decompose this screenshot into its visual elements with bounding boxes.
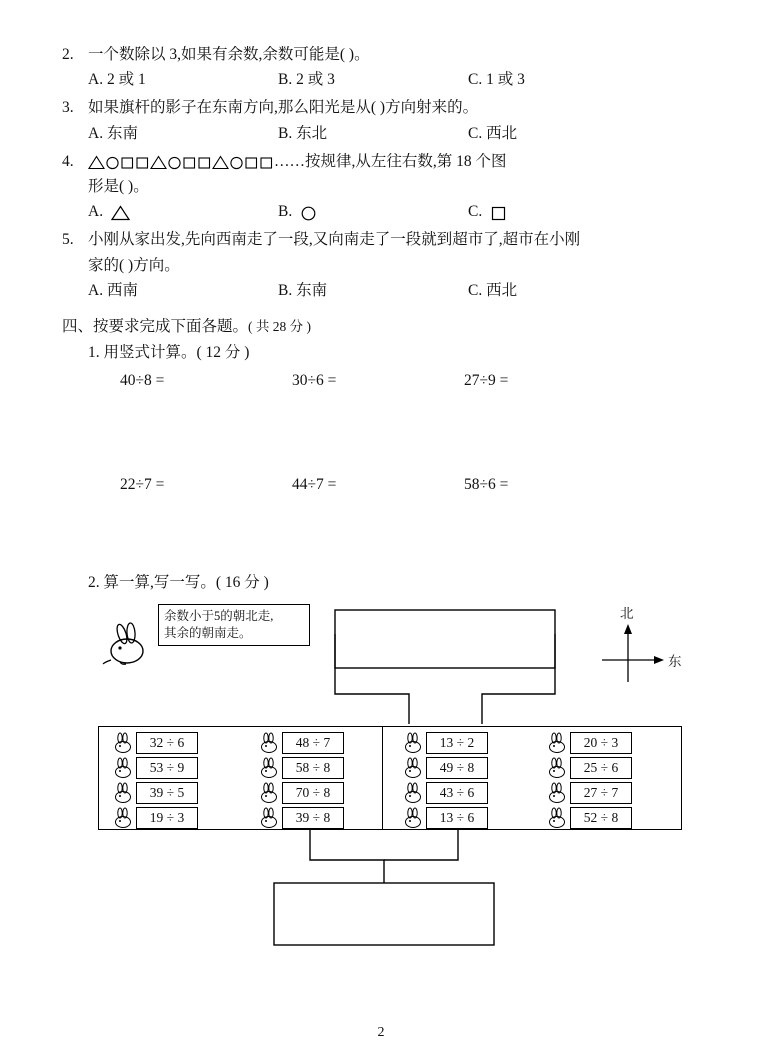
question-5-option-b[interactable]: B. 东南 <box>278 281 328 299</box>
section-score: ( 共 28 分 ) <box>248 319 312 335</box>
question-3-option-a[interactable]: A. 东南 <box>88 124 138 142</box>
rule-callout <box>158 604 310 646</box>
question-4-text-line2: 形是( )。 <box>88 178 149 196</box>
square-icon <box>259 155 274 170</box>
rabbit-icon <box>258 732 280 754</box>
expression-box: 53 ÷ 9 <box>136 757 198 779</box>
expression-58-6: 58÷6 = <box>464 476 509 494</box>
expression-30-6: 30÷6 = <box>292 372 337 390</box>
question-3-option-c[interactable]: C. 西北 <box>468 124 518 142</box>
rule-line-1: 余数小于5的朝北走, <box>164 609 274 624</box>
subquestion-1-title: 用竖式计算。( 12 分 ) <box>103 344 250 362</box>
subquestion-2-title: 算一算,写一写。( 16 分 ) <box>103 574 269 592</box>
section-title: 四、按要求完成下面各题。 <box>62 318 249 336</box>
expression-box: 48 ÷ 7 <box>282 732 344 754</box>
page-number: 2 <box>377 1025 385 1040</box>
expression-box: 43 ÷ 6 <box>426 782 488 804</box>
subquestion-1 <box>62 340 702 362</box>
expression-box: 70 ÷ 8 <box>282 782 344 804</box>
question-4-number: 4. <box>62 152 74 170</box>
rabbit-icon <box>402 807 424 829</box>
question-5 <box>62 227 702 304</box>
question-2-option-b[interactable]: B. 2 或 3 <box>278 71 335 89</box>
expression-box: 58 ÷ 8 <box>282 757 344 779</box>
question-5-number: 5. <box>62 231 74 249</box>
triangle-icon <box>111 205 130 221</box>
question-5-text: 小刚从家出发,先向西南走了一段,又向南走了一段就到超市了,超市在小刚 <box>88 231 581 249</box>
compass-north-label: 北 <box>620 606 634 622</box>
expression-box: 32 ÷ 6 <box>136 732 198 754</box>
question-4-option-b[interactable]: B. <box>278 199 468 225</box>
compass-east-label: 东 <box>668 654 682 670</box>
triangle-icon <box>150 155 167 170</box>
expression-box: 13 ÷ 6 <box>426 807 488 829</box>
expression-44-7: 44÷7 = <box>292 476 337 494</box>
rabbit-icon <box>258 757 280 779</box>
rabbit-icon <box>112 807 134 829</box>
expression-box: 20 ÷ 3 <box>570 732 632 754</box>
subquestion-1-number: 1. <box>88 344 100 362</box>
expression-box: 25 ÷ 6 <box>570 757 632 779</box>
question-5-option-a[interactable]: A. 西南 <box>88 281 138 299</box>
rabbit-icon <box>402 732 424 754</box>
question-3-option-b[interactable]: B. 东北 <box>278 124 328 142</box>
question-2-text: 一个数除以 3,如果有余数,余数可能是( )。 <box>88 46 370 63</box>
vertical-calc-row-1 <box>62 372 702 390</box>
triangle-icon <box>212 155 229 170</box>
square-icon <box>135 155 150 170</box>
rabbit-icon <box>546 757 568 779</box>
work-space-2 <box>62 494 702 566</box>
question-2-number: 2. <box>62 46 74 63</box>
expression-box: 39 ÷ 5 <box>136 782 198 804</box>
subquestion-2-number: 2. <box>88 574 100 592</box>
rabbit-icon <box>100 620 156 666</box>
expression-box: 39 ÷ 8 <box>282 807 344 829</box>
question-2 <box>62 42 702 93</box>
question-2-option-c[interactable]: C. 1 或 3 <box>468 71 525 89</box>
question-4-text: ……按规律,从左往右数,第 18 个图 <box>274 152 507 170</box>
square-icon <box>120 155 135 170</box>
rule-line-2: 其余的朝南走。 <box>164 625 252 640</box>
vertical-calc-row-2 <box>62 476 702 494</box>
expression-box: 52 ÷ 8 <box>570 807 632 829</box>
question-4-option-c[interactable]: C. <box>468 199 507 225</box>
question-3-text: 如果旗杆的影子在东南方向,那么阳光是从( )方向射来的。 <box>88 99 479 117</box>
rabbit-icon <box>258 782 280 804</box>
rabbit-icon <box>112 782 134 804</box>
bunny-flowchart-diagram <box>62 598 702 958</box>
rabbit-icon <box>402 757 424 779</box>
square-icon <box>182 155 197 170</box>
expression-box: 27 ÷ 7 <box>570 782 632 804</box>
circle-icon <box>167 155 182 170</box>
rabbit-icon <box>258 807 280 829</box>
triangle-icon <box>88 155 105 170</box>
rabbit-icon <box>112 732 134 754</box>
expression-27-9: 27÷9 = <box>464 372 509 390</box>
circle-icon <box>105 155 120 170</box>
question-2-option-a[interactable]: A. 2 或 1 <box>88 71 146 89</box>
question-4 <box>62 149 702 226</box>
expression-40-8: 40÷8 = <box>120 372 165 390</box>
question-4-options <box>62 199 702 225</box>
square-icon <box>244 155 259 170</box>
rabbit-icon <box>546 732 568 754</box>
expression-box: 13 ÷ 2 <box>426 732 488 754</box>
circle-icon <box>229 155 244 170</box>
square-icon <box>490 205 507 221</box>
question-3-number: 3. <box>62 99 74 117</box>
question-5-options <box>62 278 702 304</box>
question-5-text-line2: 家的( )方向。 <box>88 256 180 274</box>
work-space-1 <box>62 390 702 476</box>
rabbit-icon <box>112 757 134 779</box>
expression-box: 49 ÷ 8 <box>426 757 488 779</box>
question-3-options <box>62 121 702 147</box>
question-5-option-c[interactable]: C. 西北 <box>468 281 518 299</box>
question-4-option-a[interactable]: A. <box>88 199 278 225</box>
rabbit-icon <box>546 782 568 804</box>
rabbit-icon <box>546 807 568 829</box>
page-content <box>62 42 702 958</box>
section-heading <box>62 314 702 336</box>
question-2-options <box>62 67 702 93</box>
square-icon <box>197 155 212 170</box>
question-3 <box>62 95 702 146</box>
expression-box: 19 ÷ 3 <box>136 807 198 829</box>
rabbit-icon <box>402 782 424 804</box>
expression-22-7: 22÷7 = <box>120 476 165 494</box>
subquestion-2 <box>62 570 702 592</box>
circle-icon <box>300 205 317 221</box>
shape-sequence <box>88 155 274 170</box>
